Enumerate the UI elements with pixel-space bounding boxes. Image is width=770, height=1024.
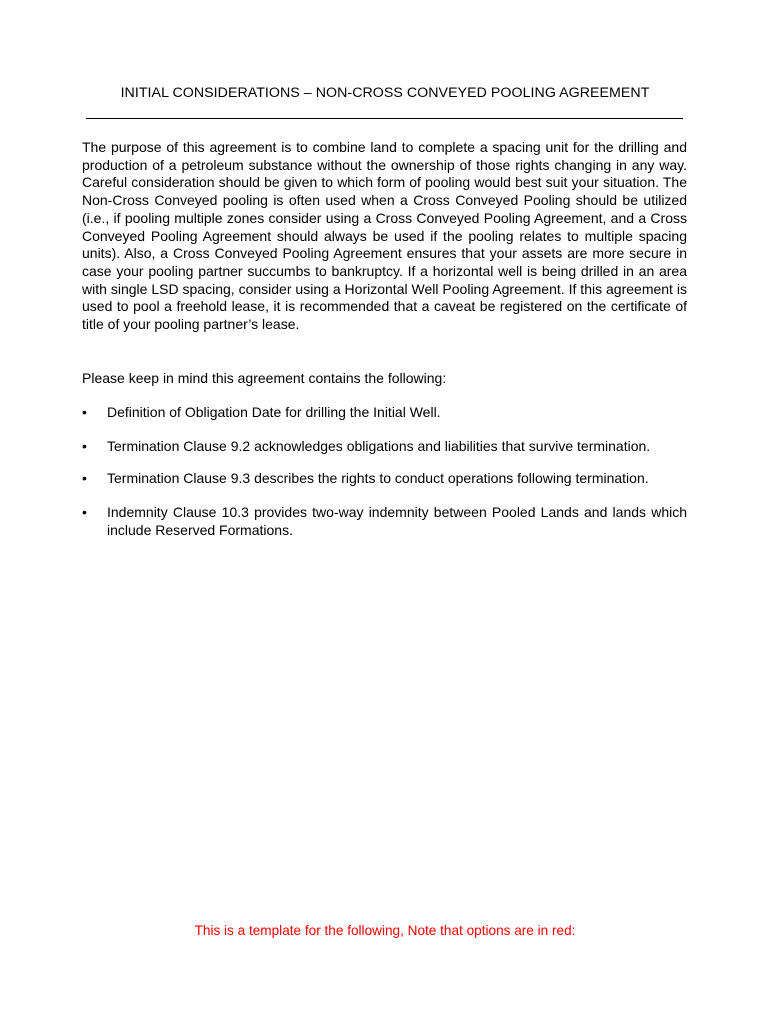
title-underline	[86, 118, 683, 119]
list-item-text: Indemnity Clause 10.3 provides two-way indemnity between Pooled Lands and lands which include Reserved Formations.	[107, 504, 687, 538]
bullet-icon: •	[82, 504, 87, 521]
bullet-icon: •	[82, 404, 87, 420]
list-item	[82, 470, 687, 488]
considerations-list	[82, 404, 687, 555]
list-item	[82, 504, 687, 539]
purpose-paragraph: The purpose of this agreement is to combine land to complete a spacing unit for the drilling and production of a petroleum substance without the ownership of those rights changing in any way. Careful consideration should be given to which form of pooling would best suit your situation. The Non-Cross Conveyed pooling is often used when a Cross Conveyed Pooling should be utilized (i.e., if pooling multiple zones consider using a Cross Conveyed Pooling Agreement, and a Cross Conveyed Pooling Agreement should always be used if the pooling relates to multiple spacing units). Also, a Cross Conveyed Pooling Agreement ensures that your assets are more secure in case your pooling partner succumbs to bankruptcy. If a horizontal well is being drilled in an area with single LSD spacing, consider using a Horizontal Well Pooling Agreement. If this agreement is used to pool a freehold lease, it is recommended that a caveat be registered on the certificate of title of your pooling partner’s lease.	[82, 139, 687, 333]
bullet-icon: •	[82, 437, 87, 454]
list-item-text: Definition of Obligation Date for drilling the Initial Well.	[107, 404, 441, 420]
template-options-note: This is a template for the following, Note that options are in red:	[194, 923, 576, 938]
bullet-icon: •	[82, 470, 87, 487]
list-item	[82, 438, 687, 456]
list-item	[82, 404, 687, 422]
keep-in-mind-paragraph: Please keep in mind this agreement contains the following:	[82, 370, 447, 386]
list-item-text: Termination Clause 9.2 acknowledges obligations and liabilities that survive termination.	[107, 437, 651, 454]
document-title: INITIAL CONSIDERATIONS – NON-CROSS CONVEYED POOLING AGREEMENT	[120, 85, 650, 101]
list-item-text: Termination Clause 9.3 describes the rights to conduct operations following termination.	[107, 470, 649, 487]
